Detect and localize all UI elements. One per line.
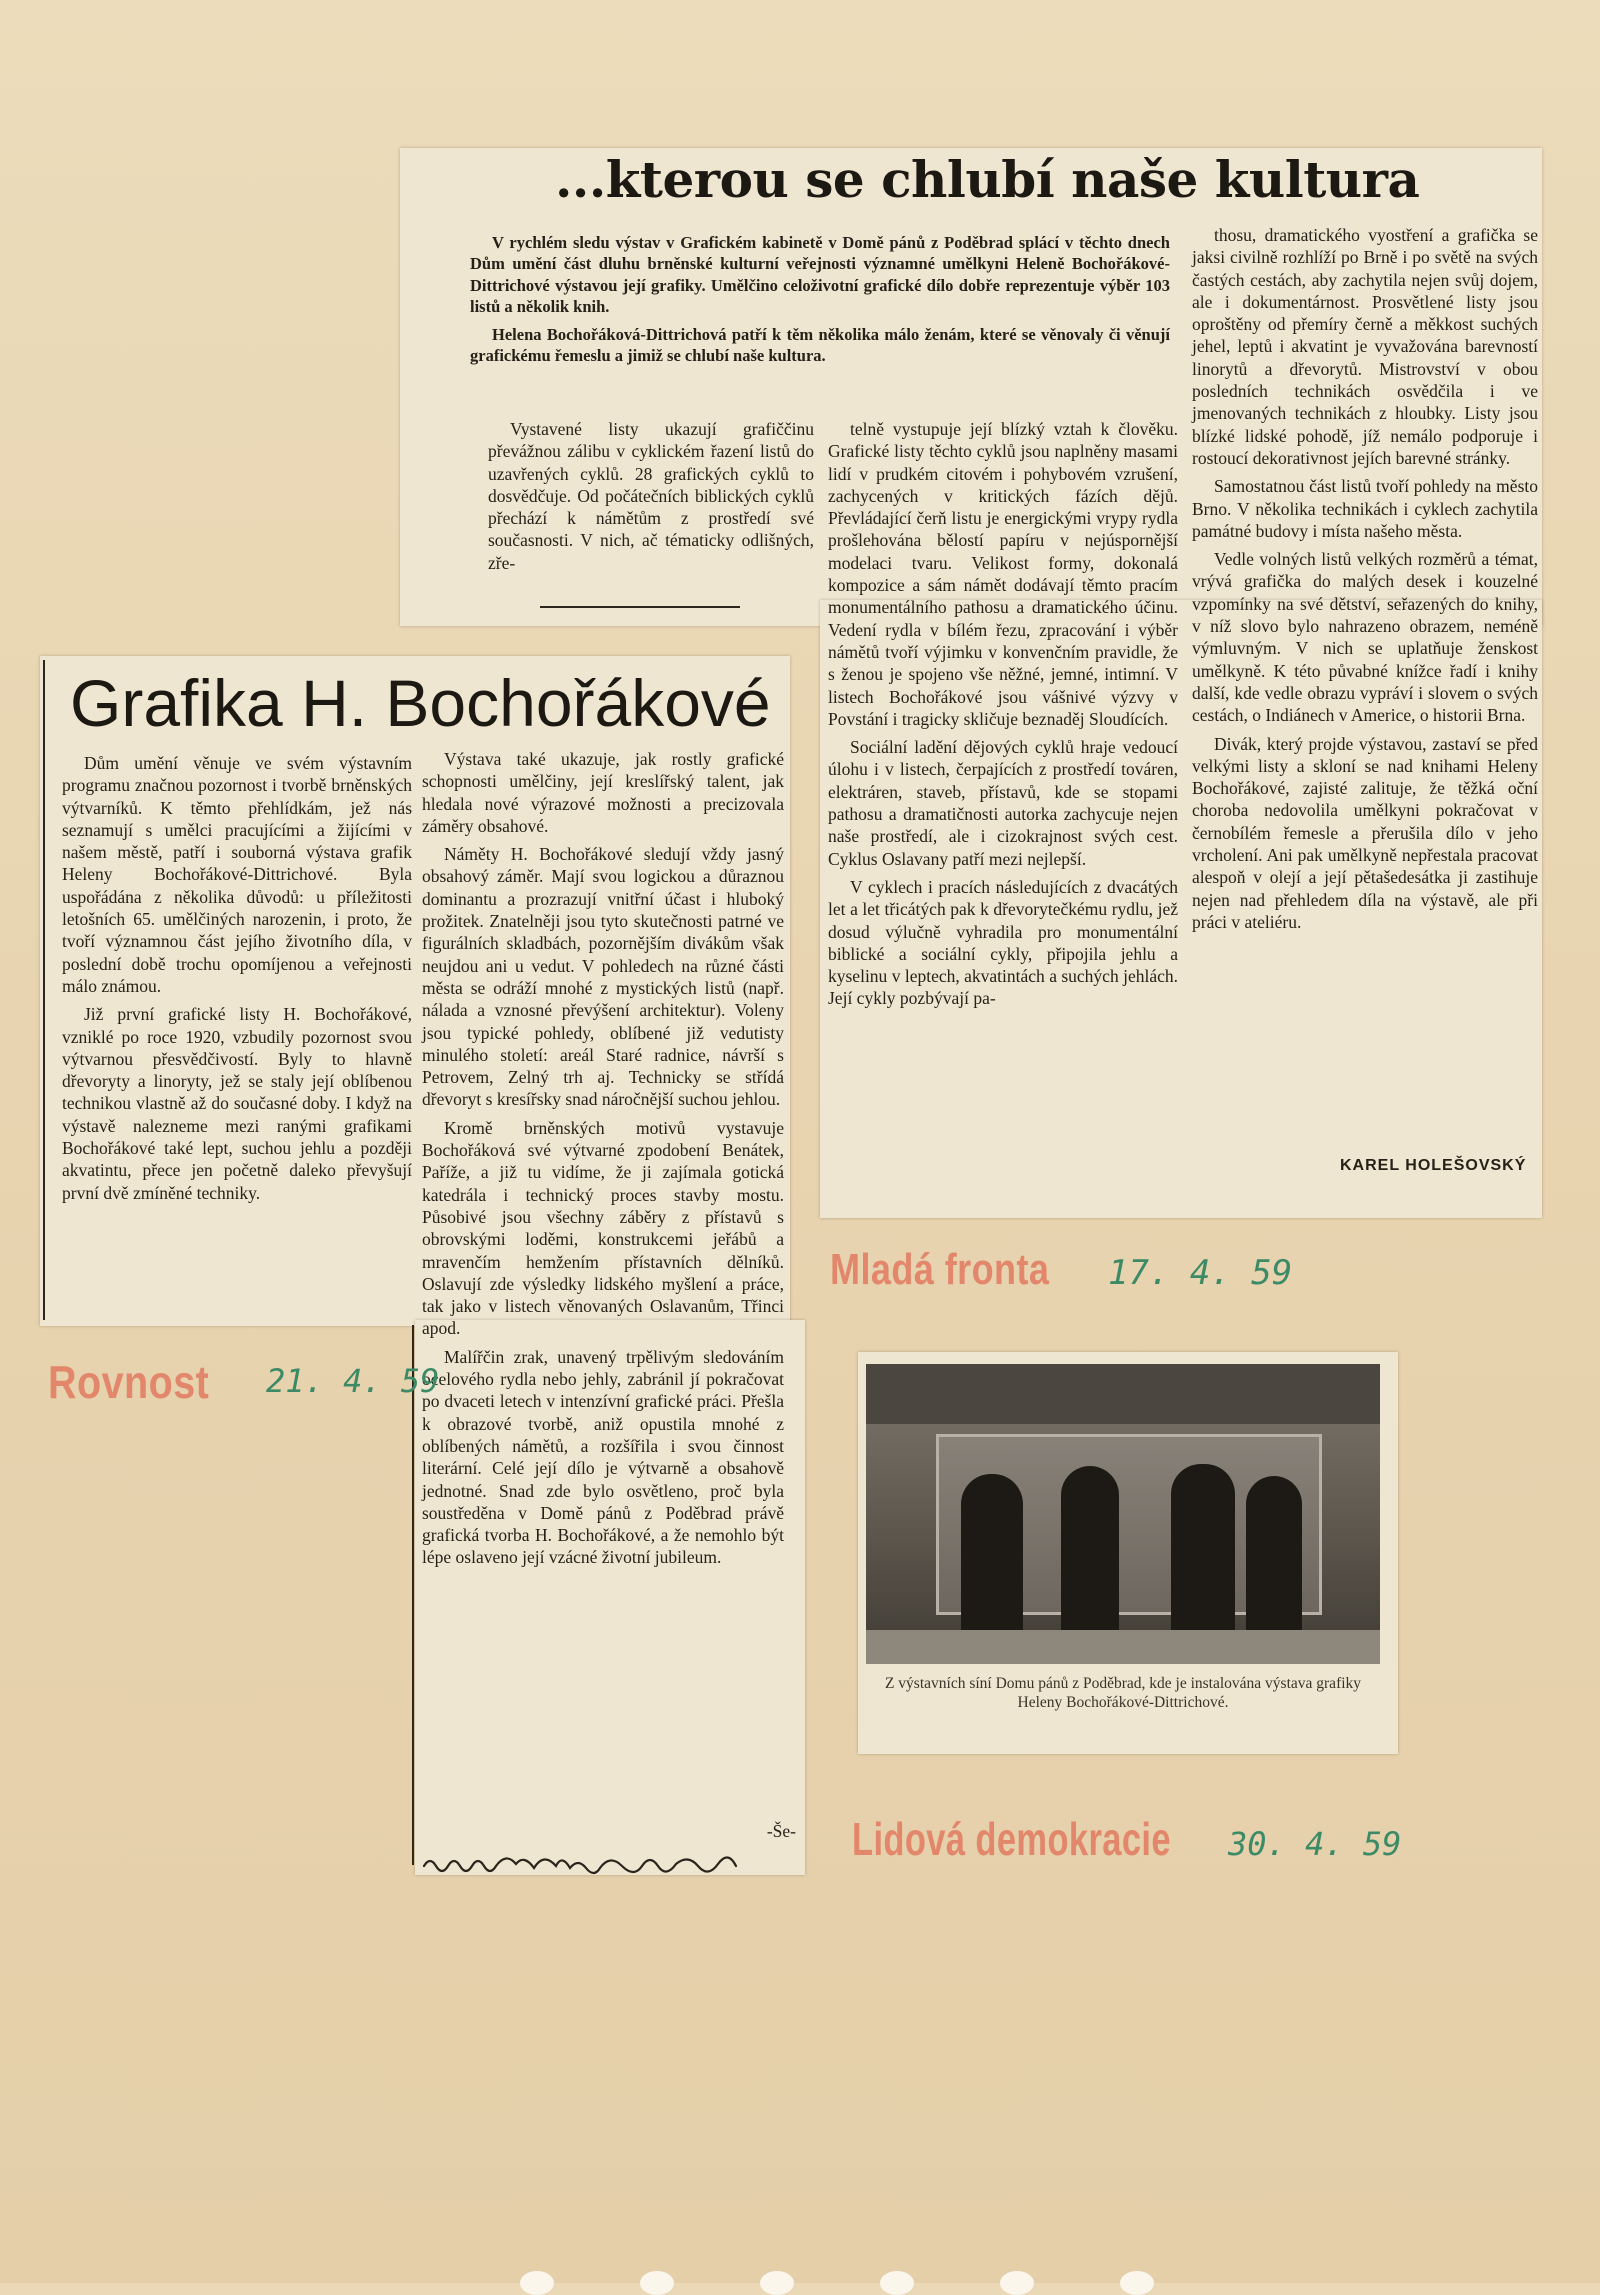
photo-caption: Z výstavních síní Domu pánů z Poděbrad, kde je instalována výstava grafiky Heleny Bochořákové-Dittrichové. (884, 1675, 1362, 1711)
article2-signature: -Še- (766, 1821, 796, 1841)
article2-col1-p2: Již první grafické listy H. Bochořákové, vzniklé po roce 1920, vzbudily pozornost svou výtvarnou přesvědčivostí. Byly to hlavně dřevoryty a linoryty, jež se staly její oblíbenou technikou vlastně až do současné doby. I když na výstavě nalezneme mezi ranými grafikami Bochořákové také lept, suchou jehlu a později akvatintu, přece jen početně daleko převyšují první dvě zmíněné techniky. (62, 1004, 412, 1203)
article1-col1-p1: Vystavené listy ukazují grafiččinu převážnou zálibu v cyklickém řazení listů do uzavřených cyklů. 28 grafických cyklů to dosvědčuje. Od počátečních biblických cyklů přechází k námětům z prostředí své současnosti. V nich, ač tématicky odlišných, zře- (488, 419, 814, 573)
exhibition-photo (866, 1364, 1380, 1664)
article2-column-rule (412, 1325, 414, 1865)
article2-col2-p4: Malířčin zrak, unavený trpělivým sledováním ocelového rydla nebo jehly, zabránil jí pokračovat po dvaceti letech v intenzívní grafické práci. Přešla k obrazové tvorbě, aniž opustila mnohé z oblíbených námětů, a rozšířila i svou činnost literární. Celé její dílo je výtvarně a obsahově jednotné. Snad zde bylo osvětleno, proč byla soustředěna v Domě pánů z Poděbrad právě grafická tvorba H. Bochořákové, a že nemohlo být lépe oslaveno její vzácné životní jubileum. (422, 1346, 784, 1568)
article1-stamp-mlada-fronta: Mladá fronta (830, 1245, 1050, 1294)
punch-hole (520, 2271, 554, 2295)
punch-hole (760, 2271, 794, 2295)
article2-column-1 (62, 752, 412, 1210)
punch-hole (1000, 2271, 1034, 2295)
photo-ceiling (866, 1364, 1380, 1424)
article1-col2-p2: Sociální ladění dějových cyklů hraje vedoucí úlohu i v listech, čerpajících z prostředí továren, elektráren, staveb, přístavů, kde se stopami pathosu a dramatičnosti autorka zachycuje nejen naše prostředí, ale i cizokrajnost svých cest. Cyklus Oslavany patří mezi nejlepší. (828, 737, 1178, 869)
punch-hole (640, 2271, 674, 2295)
article2-col2-p2: Náměty H. Bochořákové sledují vždy jasný obsahový záměr. Mají svou logickou a důraznou dominantu a prozrazují vnitřní účast i hluboký prožitek. Znatelněji jsou tyto skutečnosti patrné ve figurálních skladbách, pozornějším divákům však neujdou ani u vedut. V pohledech na různé části města se odráží mnohé z mystických listů (např. nálada a vznosné převýšení architektur). Voleny jsou typické pohledy, oblíbené již vedutisty minulého století: areál Staré radnice, návrší s Petrovem, Zelný trh aj. Technicky se střídá dřevoryt s kresířsky snad náročnější suchou jehlou. (422, 844, 784, 1110)
article1-date: 17. 4. 59 (1108, 1253, 1293, 1293)
article2-column-2 (422, 748, 784, 1575)
article3-date: 30. 4. 59 (1228, 1825, 1402, 1863)
article1-col2-p1: telně vystupuje její blízký vztah k člověku. Grafické listy těchto cyklů jsou naplněny masami lidí v prudkém citovém i pohybovém vzrušení, zachycených v kritických fázích dějů. Převládající čerň listu je energickými vrypy rydla prošlehována bělostí papíru v nejúspornější modelaci tvaru. Velikost formy, dokonalá kompozice a sám námět dodávají těmto pracím monumentálního pathosu a dramatického účinu. Vedení rydla v bílém řezu, zpracování i výběr námětů tvoří výjimku v konvenčním pravidle, že s ženou je spojeno vše něžné, jemné, intimní. V listech Bochořákové jsou vášnivé výzvy v Povstání i tragicky skličuje beznaděj Sloudících. (828, 419, 1178, 729)
article1-column-1-end-rule (540, 606, 740, 608)
punch-hole (1120, 2271, 1154, 2295)
article2-col2-p3: Kromě brněnských motivů vystavuje Bochořáková své výtvarné zpodobení Benátek, Paříže, a již tu vidíme, že ji zajímala gotická katedrála i technický proces stavby mostu. Působivé jsou všechny záběry z přístavů s obrovskými loděmi, konstrukcemi jeřábů a mravenčím hemžením přístavních dělníků. Oslavují zde výsledky lidského myšlení a práce, tak jako v listech věnovaných Oslavanům, Třinci apod. (422, 1117, 784, 1339)
article1-col3-p2: Samostatnou část listů tvoří pohledy na město Brno. V několika technikách i cyklech zachytila památné budovy i místa našeho města. (1192, 476, 1538, 541)
article2-date: 21. 4. 59 (266, 1362, 440, 1400)
article1-intro (470, 232, 1170, 372)
article2-signature-scribble (420, 1848, 800, 1878)
punch-hole (880, 2271, 914, 2295)
article2-left-rule (43, 660, 45, 1320)
article2-col2-p1: Výstava také ukazuje, jak rostly grafické schopnosti umělčiny, její kreslířský talent, jak hledala nové výrazové možnosti a precizovala záměry obsahové. (422, 749, 784, 836)
article1-col3-p4: Divák, který projde výstavou, zastaví se před velkými listy a skloní se nad knihami Heleny Bochořákové, zajisté zalituje, že těžká oční choroba nedovolila umělkyni pokračovat v černobílém řemesle a přerušila dílo v jeho vrcholení. Ani pak umělkyně nepřestala pracovat alespoň v olejí a její pětašedesátka ji zastihuje nejen nad přehledem díla na výstavě, ale při práci v ateliéru. (1192, 733, 1538, 932)
article2-stamp-rovnost: Rovnost (48, 1356, 210, 1408)
article1-column-3 (1192, 224, 1538, 939)
photo-floor (866, 1630, 1380, 1664)
photo-visitor-3 (1171, 1464, 1235, 1654)
article3-stamp-lidova-demokracie: Lidová demokracie (852, 1813, 1171, 1865)
article1-intro-p1: V rychlém sledu výstav v Grafickém kabinetě v Domě pánů z Poděbrad splácí v těchto dnech Dům umění část dluhu brněnské kulturní veřejnosti významné umělkyni Heleně Bochořákové-Dittrichové výstavou její grafiky. Umělčino celoživotní grafické dílo dobře reprezentuje výběr 103 listů a několik knih. (470, 233, 1170, 317)
article2-col1-p1: Dům umění věnuje ve svém výstavním programu značnou pozornost i tvorbě brněnských výtvarníků. K těmto přehlídkám, jež nás seznamují s umělci pracujícími a žijícími v našem městě, patří i souborná výstava grafik Heleny Bochořákové-Dittrichové. Byla uspořádána z několika důvodů: u příležitosti letošních 65. umělčiných narozenin, i proto, že tvoří významnou část jejího životního díla, v poslední době trochu opomíjenou a veřejnosti málo známou. (62, 753, 412, 996)
article1-intro-p2: Helena Bochořáková-Dittrichová patří k těm několika málo ženám, které se věnovaly či věnují grafickému řemeslu a jimiž se chlubí naše kultura. (470, 324, 1170, 366)
article2-headline: Grafika H. Bochořákové (70, 666, 771, 740)
article1-column-1 (488, 418, 814, 580)
photo-visitor-1 (961, 1474, 1023, 1649)
article1-col3-p3: Vedle volných listů velkých rozměrů a témat, vrývá grafička do malých desek i kouzelné vzpomínky na své dětství, seřazených do knihy, v níž slovo bylo nahrazeno obrazem, neméně výmluvným. V nich se uplatňuje ženskost umělkyně. K této půvabné knížce řadí i knihy další, kde vedle obrazu vypráví i slovem o svých cestách, o Indiánech v Americe, o historii Brna. (1192, 549, 1538, 726)
article1-author: KAREL HOLEŠOVSKÝ (1340, 1157, 1527, 1174)
article1-col2-p3: V cyklech i pracích následujících z dvacátých let a let třicátých pak k dřevorytečkému rydlu, jež dosud výlučně vyhradila pro monumentální biblické a sociální cykly, připojila jehlu a kyselinu v leptech, akvatintách a suchých jehlách. Její cykly pozbývají pa- (828, 876, 1178, 1009)
article1-column-2 (828, 418, 1178, 1016)
photo-visitor-2 (1061, 1466, 1119, 1651)
article1-col3-p1: thosu, dramatického vyostření a grafička se jaksi civilně rozhlíží po Brně i po světě na svých častých cestách, aby zachytila nejen svůj dojem, ale i dokumentárnost. Prosvětlené listy jsou oproštěny od přemíry černě a měkkost suchých jehel, leptů i akvatint je vyvažována barevností linorytů a dřevorytů. Mistrovství v obou posledních technikách osvědčila i ve jmenovaných technikách z hloubky. Listy jsou blízké lidské pohodě, jíž nemálo podporuje i rostoucí dekorativnost jejích barevné stránky. (1192, 225, 1538, 468)
photo-visitor-4 (1246, 1476, 1302, 1654)
article1-headline: ...kterou se chlubí naše kultura (555, 150, 1420, 209)
